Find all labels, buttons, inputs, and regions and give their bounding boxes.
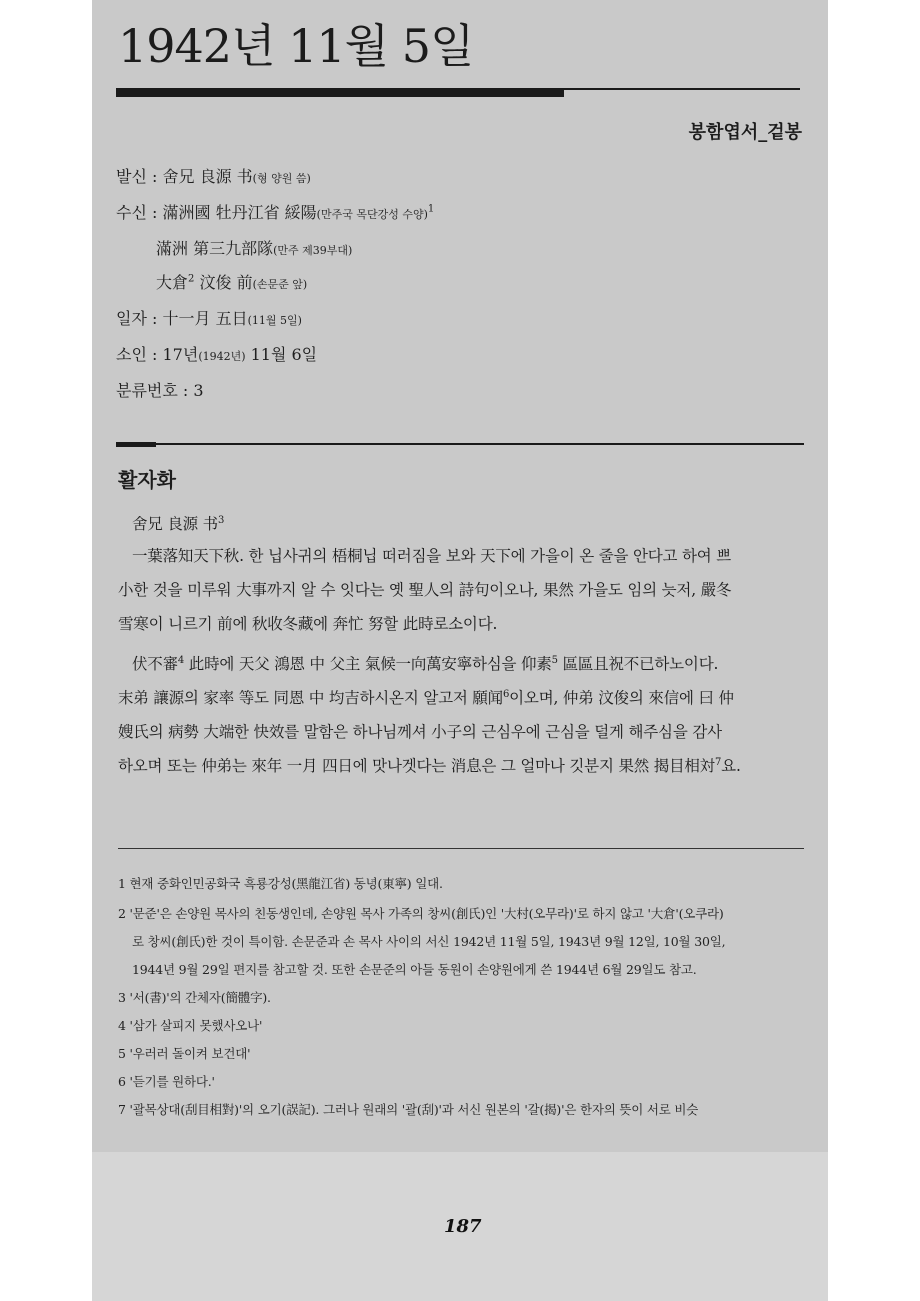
p2-line1-a: 伏不審 [132, 655, 178, 673]
meta-recipient-line2 [156, 236, 352, 259]
footnote-ref-5: 5 [551, 654, 558, 666]
section-title: 활자화 [118, 468, 176, 492]
p2-line2-a: 末弟 讓源의 家率 等도 同恩 中 均吉하시온지 알고저 願闻 [118, 689, 503, 707]
page-number: 187 [444, 1216, 482, 1237]
meta-date-label: 일자 : [116, 309, 163, 328]
meta-recipient-line2-gloss: (만주 제39부대) [273, 244, 353, 257]
p2-line4-b: 요. [721, 757, 741, 775]
meta-recipient [116, 200, 434, 223]
footnote-4: 4 '삼가 살피지 못했사오나' [118, 1018, 263, 1033]
p2-line1-b: 此時에 天父 鴻恩 中 父主 氣候一向萬安寧하심을 仰素 [184, 655, 552, 673]
book-page [92, 0, 828, 1301]
meta-class-label: 분류번호 : [116, 381, 194, 400]
meta-postmark-a: 17년 [162, 345, 199, 364]
p2-line4-a: 하오며 또는 仲弟는 來年 一月 四日에 맛나겟다는 消息은 그 얼마나 깃분지 果然 揭目相対 [118, 757, 715, 775]
meta-sender-value: 舍兄 良源 书 [162, 167, 253, 186]
meta-recipient-line3-b: 汶俊 前 [194, 273, 253, 292]
p2-line2-b: 이오며, 仲弟 汶俊의 來信에 曰 仲 [509, 689, 734, 707]
meta-postmark-gloss: (1942년) [198, 350, 246, 363]
footnote-7: 7 '괄목상대(刮目相對)'의 오기(誤記). 그러나 원래의 '괄(刮)'과 서신 원본의 '갈(揭)'은 한자의 뜻이 서로 비슷 [118, 1102, 699, 1117]
footnote-rule [118, 848, 804, 849]
salutation-text: 舍兄 良源 书 [132, 515, 218, 533]
body-p1-line1: 一葉落知天下秋. 한 닙사귀의 梧桐닙 떠러짐을 보와 天下에 가을이 온 줄을 안다고 하여 쁘 [132, 547, 732, 565]
letter-type-label: 봉함엽서_겉봉 [688, 122, 802, 143]
footnote-ref-7: 7 [715, 756, 722, 768]
section-rule-thick [116, 442, 156, 447]
meta-recipient-label: 수신 : [116, 203, 163, 222]
meta-recipient-line3-gloss: (손문준 앞) [252, 278, 308, 291]
footnote-6: 6 '듣기를 원하다.' [118, 1074, 215, 1089]
meta-classification [116, 378, 204, 401]
title-rule-thick [116, 88, 564, 97]
footnote-5: 5 '우러러 돌이켜 보건대' [118, 1046, 251, 1061]
meta-recipient-line1: 滿洲國 牡丹江省 綏陽 [162, 203, 317, 222]
body-p2-line1 [132, 652, 718, 674]
meta-date [116, 306, 302, 329]
body-p2-line2 [118, 686, 734, 708]
body-p2-line4 [118, 754, 741, 776]
footnote-ref-3: 3 [217, 514, 225, 526]
section-rule-thin [156, 443, 804, 445]
meta-sender-label: 발신 : [116, 167, 163, 186]
meta-recipient-line2-text: 滿洲 第三九部隊 [156, 239, 274, 258]
footnote-ref-1: 1 [427, 203, 435, 215]
meta-date-value: 十一月 五日 [162, 309, 248, 328]
meta-recipient-line3-a: 大倉 [156, 273, 189, 292]
meta-recipient-line3 [156, 270, 307, 293]
meta-sender [116, 164, 311, 187]
title-rule-thin [564, 88, 800, 90]
p2-line1-c: 區區且祝不已하노이다. [557, 655, 719, 673]
meta-postmark [116, 342, 317, 365]
footnote-3: 3 '서(書)'의 간체자(簡體字). [118, 990, 271, 1005]
meta-class-value: 3 [193, 381, 204, 400]
footnote-2-line2: 로 창씨(創氏)한 것이 특이함. 손문준과 손 목사 사이의 서신 1942년 11월 5일, 1943년 9월 12일, 10월 30일, [132, 934, 726, 949]
body-p1-line2: 小한 것을 미루워 大事까지 알 수 잇다는 옛 聖人의 詩句이오나, 果然 가을도 임의 늣저, 嚴冬 [118, 581, 732, 599]
body-salutation [132, 512, 224, 534]
footnote-ref-2: 2 [188, 273, 195, 285]
body-p1-line3: 雪寒이 니르기 前에 秋收冬藏에 奔忙 努할 此時로소이다. [118, 615, 498, 633]
footnote-ref-6: 6 [502, 688, 510, 700]
footnote-2-line3: 1944년 9월 29일 편지를 참고할 것. 또한 손문준의 아들 동원이 손양원에게 쓴 1944년 6월 29일도 참고. [132, 962, 697, 977]
page-title: 1942년 11월 5일 [118, 19, 474, 73]
meta-date-gloss: (11월 5일) [247, 314, 302, 327]
meta-recipient-line1-gloss: (만주국 목단강성 수양) [316, 208, 428, 221]
meta-postmark-label: 소인 : [116, 345, 163, 364]
footnote-2-line1: 2 '문준'은 손양원 목사의 친동생인데, 손양원 목사 가족의 창씨(創氏)인 '大村(오무라)'로 하지 않고 '大倉'(오쿠라) [118, 906, 724, 921]
body-p2-line3: 嫂氏의 病勢 大端한 快效를 말함은 하나님께셔 小子의 근심우에 근심을 덜게 해주심을 감사 [118, 723, 722, 741]
meta-sender-gloss: (형 양원 씀) [252, 172, 311, 185]
footnote-1: 1 현재 중화인민공화국 흑룡강성(黑龍江省) 동녕(東寧) 일대. [118, 876, 443, 891]
footnote-ref-4: 4 [177, 654, 185, 666]
meta-postmark-b: 11월 6일 [245, 345, 318, 364]
